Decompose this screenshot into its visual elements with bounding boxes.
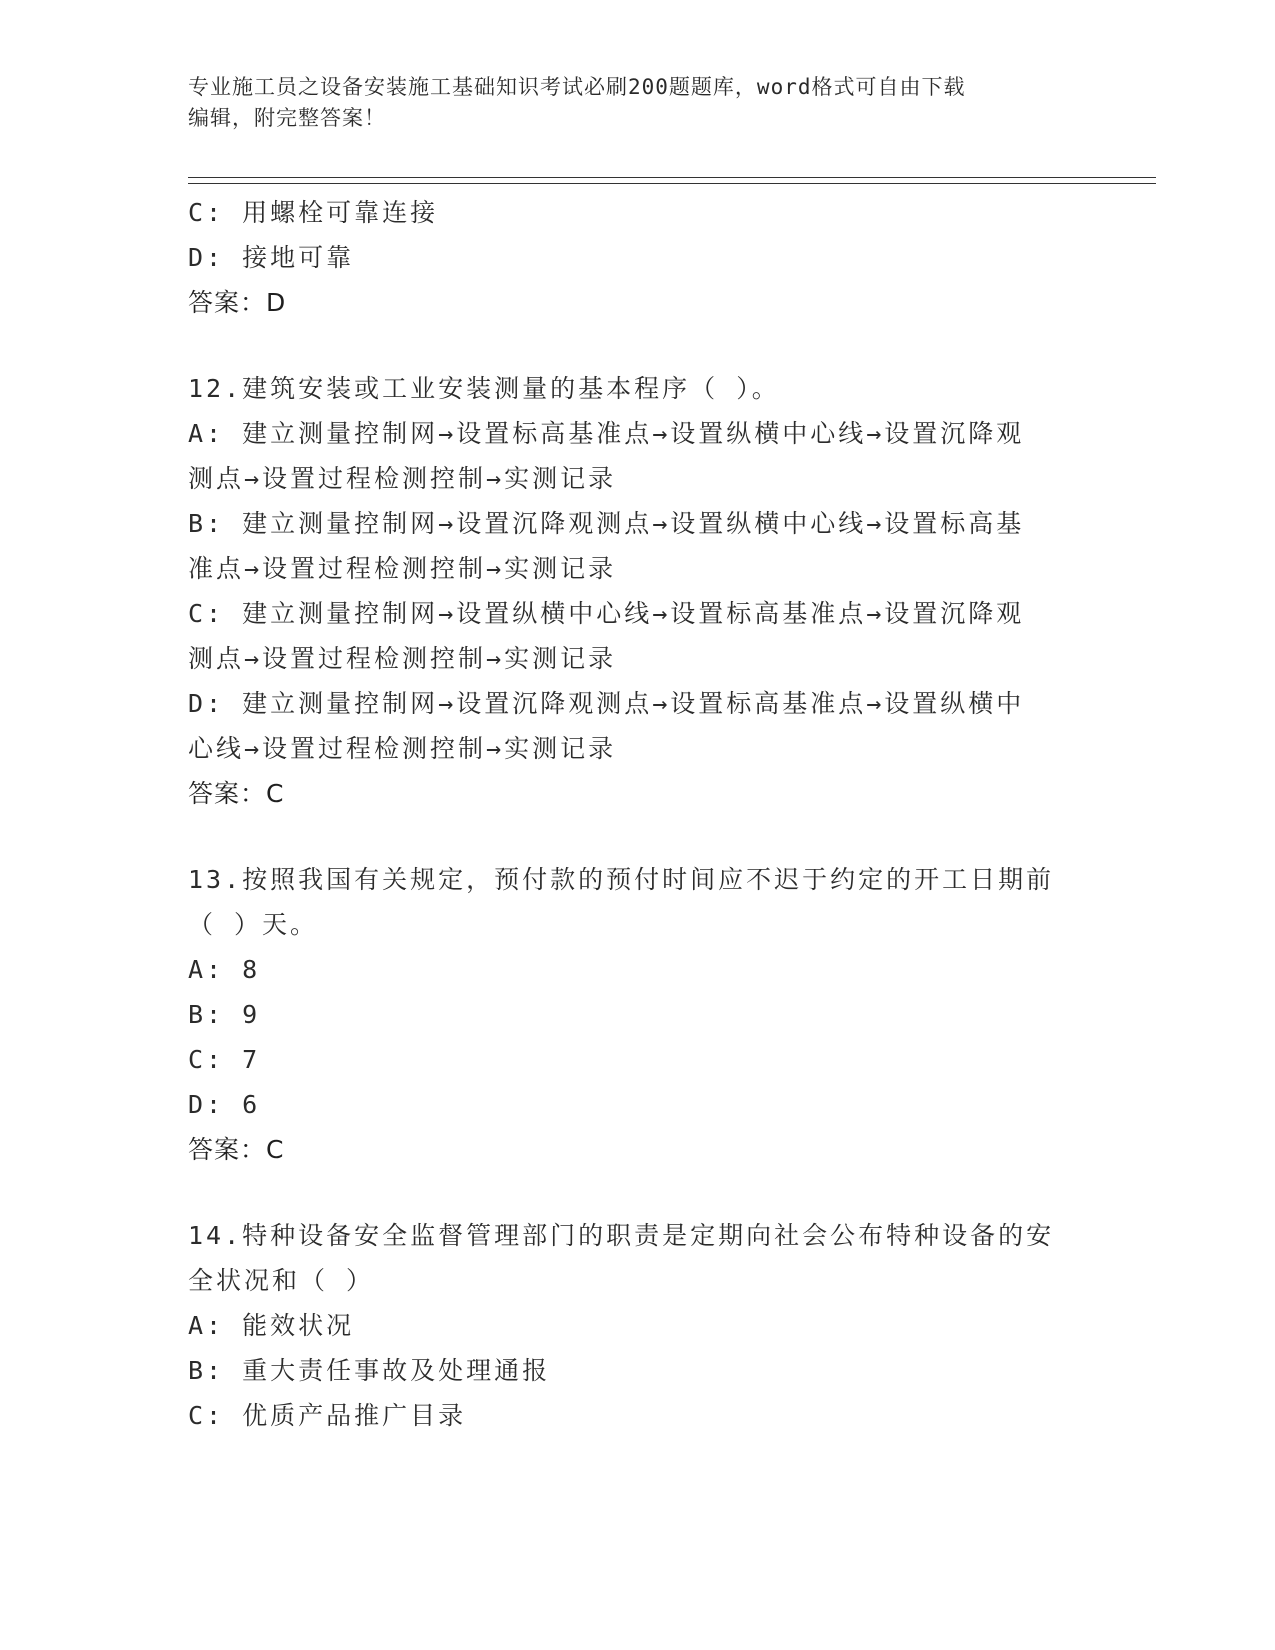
option-c-line-2: 测点→设置过程检测控制→实测记录 [188, 644, 617, 673]
option-c-line-1: C: 建立测量控制网→设置纵横中心线→设置标高基准点→设置沉降观 [188, 599, 1025, 628]
option-a-line-2: 测点→设置过程检测控制→实测记录 [188, 464, 617, 493]
option-a: A: 能效状况 [188, 1311, 355, 1340]
option-c: C: 优质产品推广目录 [188, 1401, 467, 1430]
header-title-line-2: 编辑，附完整答案！ [188, 106, 386, 130]
question-12 [188, 366, 1088, 816]
question-stem: 12.建筑安装或工业安装测量的基本程序（ ）。 [188, 374, 780, 403]
question-stem-line-1: 14.特种设备安全监督管理部门的职责是定期向社会公布特种设备的安 [188, 1221, 1055, 1250]
option-d-line-1: D: 建立测量控制网→设置沉降观测点→设置标高基准点→设置纵横中 [188, 689, 1025, 718]
question-14 [188, 1213, 1088, 1438]
option-b-line-2: 准点→设置过程检测控制→实测记录 [188, 554, 617, 583]
question-stem-line-1: 13.按照我国有关规定，预付款的预付时间应不迟于约定的开工日期前 [188, 865, 1055, 894]
option-b: B: 重大责任事故及处理通报 [188, 1356, 551, 1385]
question-content [188, 190, 1088, 1438]
header-title-line-1: 专业施工员之设备安装施工基础知识考试必刷200题题库，word格式可自由下载 [188, 75, 966, 99]
option-d: D: 6 [188, 1090, 261, 1119]
option-d-line-2: 心线→设置过程检测控制→实测记录 [188, 734, 617, 763]
option-d: D: 接地可靠 [188, 243, 355, 272]
option-c: C: 7 [188, 1045, 261, 1074]
option-a-line-1: A: 建立测量控制网→设置标高基准点→设置纵横中心线→设置沉降观 [188, 419, 1025, 448]
option-b-line-1: B: 建立测量控制网→设置沉降观测点→设置纵横中心线→设置标高基 [188, 509, 1025, 538]
option-a: A: 8 [188, 955, 261, 984]
option-c: C: 用螺栓可靠连接 [188, 198, 439, 227]
answer-line: 答案：D [188, 288, 287, 317]
answer-line: 答案：C [188, 779, 285, 808]
answer-line: 答案：C [188, 1135, 285, 1164]
question-stem-line-2: 全状况和（ ） [188, 1266, 375, 1295]
question-stem-line-2: （ ）天。 [188, 910, 319, 939]
question-13 [188, 857, 1088, 1172]
document-header [188, 72, 1088, 134]
option-b: B: 9 [188, 1000, 261, 1029]
question-11-tail [188, 190, 1088, 325]
header-divider [188, 177, 1156, 184]
